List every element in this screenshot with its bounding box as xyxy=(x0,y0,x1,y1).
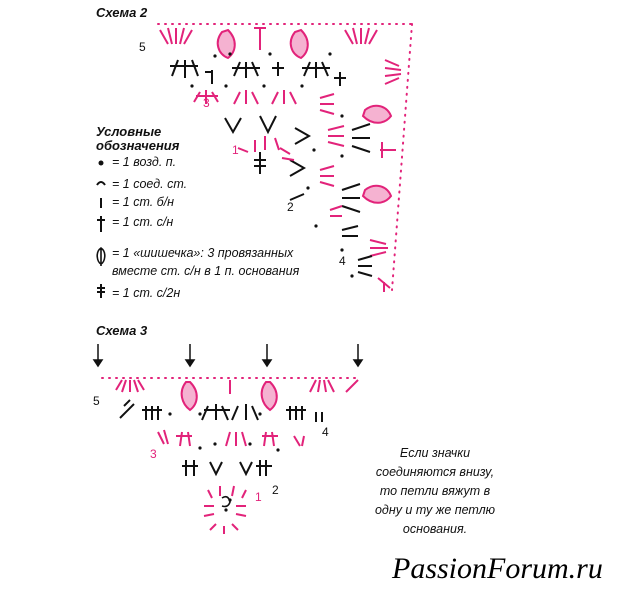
legend-item-single-crochet: = 1 ст. б/н xyxy=(112,195,175,209)
scheme2-row2-stitches xyxy=(225,116,309,200)
legend-item-treble-crochet: = 1 ст. с/2н xyxy=(112,286,181,300)
treble-crochet-icon xyxy=(97,284,105,298)
scheme3-row4-stitches xyxy=(120,400,322,422)
note-line-3: то петли вяжут в xyxy=(379,484,491,498)
scheme2-title: Схема 2 xyxy=(96,5,148,20)
watermark-logo: PassionForum.ru xyxy=(392,552,603,585)
legend-symbols xyxy=(95,158,109,298)
scheme3-row-label-2: 2 xyxy=(272,483,279,497)
legend-heading-line1: Условные xyxy=(96,124,162,139)
chain-dot-icon xyxy=(99,161,104,166)
note-line-2: соединяются внизу, xyxy=(375,465,495,479)
scheme3-title: Схема 3 xyxy=(96,323,148,338)
scheme2-row-label-5: 5 xyxy=(139,40,146,54)
scheme3-row-label-3: 3 xyxy=(150,447,157,461)
slip-stitch-arc-icon xyxy=(97,182,105,185)
legend-item-double-crochet: = 1 ст. с/н xyxy=(112,215,174,229)
legend-item-chain: = 1 возд. п. xyxy=(112,155,177,169)
note-line-5: основания. xyxy=(402,522,468,536)
scheme3-row5-stitches xyxy=(116,380,358,410)
scheme2-row-label-3: 3 xyxy=(203,96,210,110)
scheme2-row3-stitches xyxy=(194,90,344,216)
scheme3-row2-stitches xyxy=(182,460,272,476)
legend-item-puff-line2: вместе ст. с/н в 1 п. основания xyxy=(112,264,300,278)
note-line-1: Если значки xyxy=(399,446,471,460)
scheme3-row-label-4: 4 xyxy=(322,425,329,439)
scheme2-chain-dots xyxy=(190,52,353,277)
scheme2-row-label-4: 4 xyxy=(339,254,346,268)
explanation-note xyxy=(355,444,515,539)
scheme2-center-stitch xyxy=(254,152,266,174)
legend-heading xyxy=(96,125,179,153)
scheme3-diagram xyxy=(90,340,370,550)
legend-item-puff-line1: = 1 «шишечка»: 3 провязанных xyxy=(112,246,294,260)
scheme3-row3-stitches xyxy=(158,430,304,446)
legend-heading-line2: обозначения xyxy=(96,138,180,153)
scheme3-center-slip-stitch xyxy=(222,497,230,507)
scheme3-row-label-1: 1 xyxy=(255,490,262,504)
double-crochet-icon xyxy=(97,216,105,232)
scheme3-arrows xyxy=(94,344,362,366)
scheme3-row-label-5: 5 xyxy=(93,394,100,408)
scheme2-row-label-1: 1 xyxy=(232,143,239,157)
note-line-4: одну и ту же петлю xyxy=(374,503,496,517)
puff-stitch-icon xyxy=(97,248,105,266)
legend-item-slip-stitch: = 1 соед. ст. xyxy=(112,177,188,191)
scheme2-row1-stitches xyxy=(238,136,294,160)
scheme2-row-label-2: 2 xyxy=(287,200,294,214)
